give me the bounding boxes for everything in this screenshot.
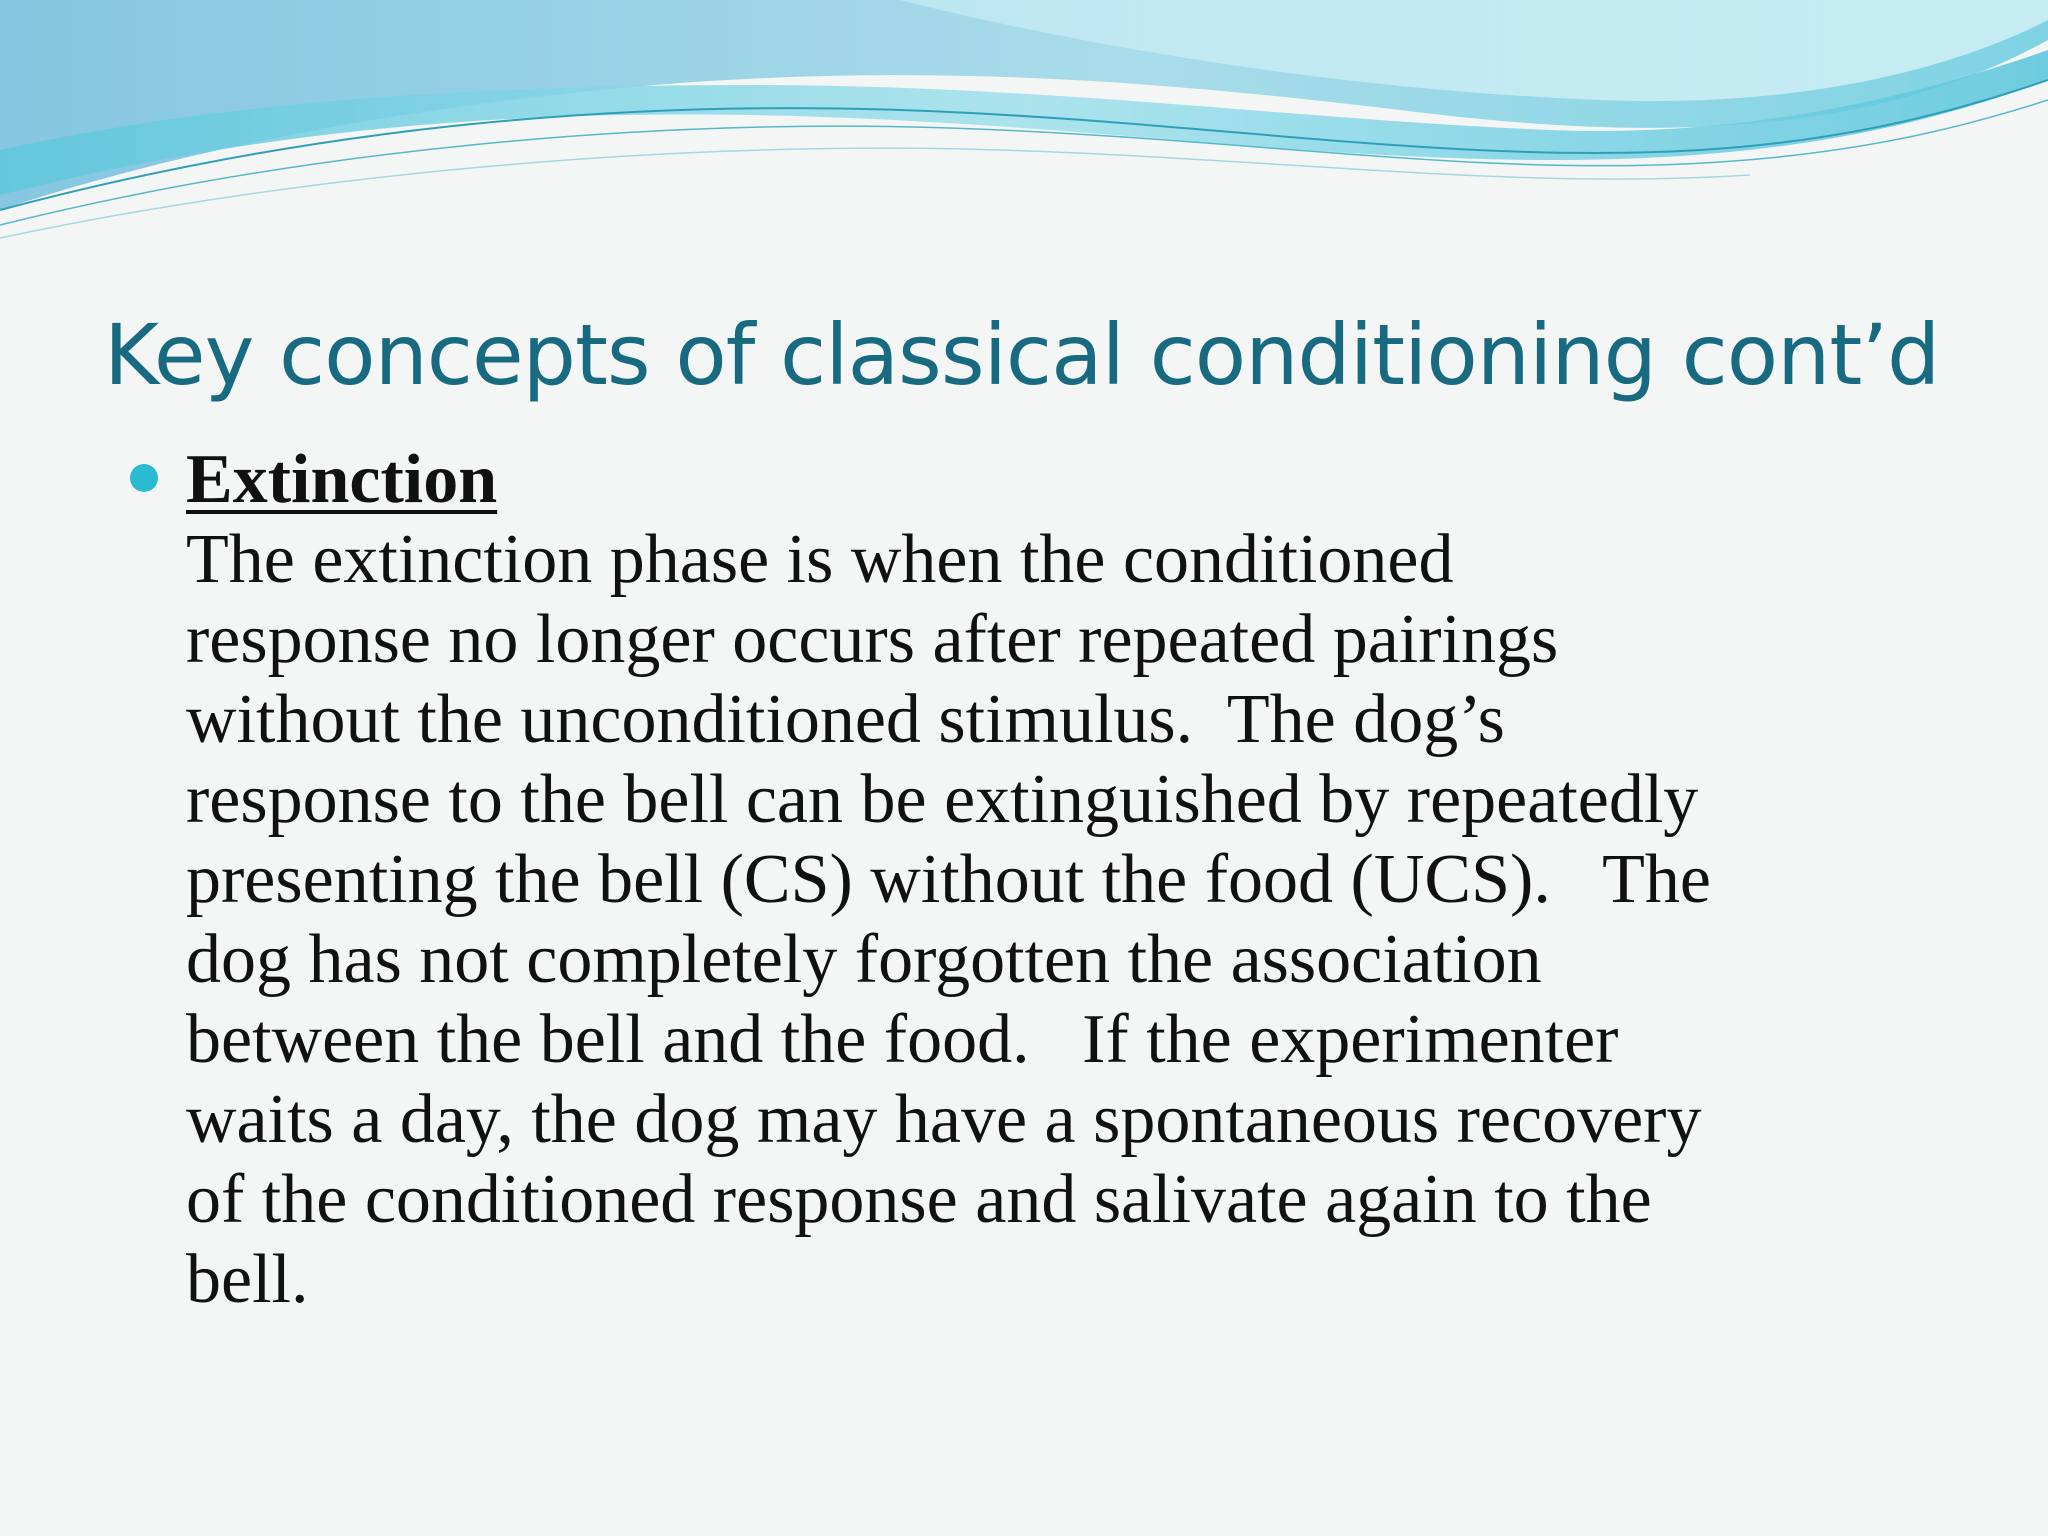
bullet-body-line: response no longer occurs after repeated pairings xyxy=(186,601,1559,678)
bullet-body-line: between the bell and the food. If the experimenter xyxy=(186,1001,1619,1078)
header-wave-decoration xyxy=(0,0,2048,260)
slide-title: Key concepts of classical conditioning cont’d xyxy=(104,306,1940,404)
bullet-body-line: presenting the bell (CS) without the food (UCS). The xyxy=(186,841,1711,918)
bullet-dot-icon xyxy=(130,464,158,492)
bullet-body-line: bell. xyxy=(186,1241,309,1318)
bullet-body-line: The extinction phase is when the conditioned xyxy=(186,521,1454,598)
bullet-list xyxy=(130,440,1930,1320)
bullet-body-line: dog has not completely forgotten the association xyxy=(186,921,1542,998)
bullet-body-line: without the unconditioned stimulus. The dog’s xyxy=(186,681,1505,758)
bullet-body-line: waits a day, the dog may have a spontaneous recovery xyxy=(186,1081,1702,1158)
bullet-heading: Extinction xyxy=(186,441,498,518)
bullet-body-line: of the conditioned response and salivate again to the xyxy=(186,1161,1652,1238)
bullet-body-line: response to the bell can be extinguished by repeatedly xyxy=(186,761,1699,838)
bullet-item xyxy=(130,440,1930,1320)
